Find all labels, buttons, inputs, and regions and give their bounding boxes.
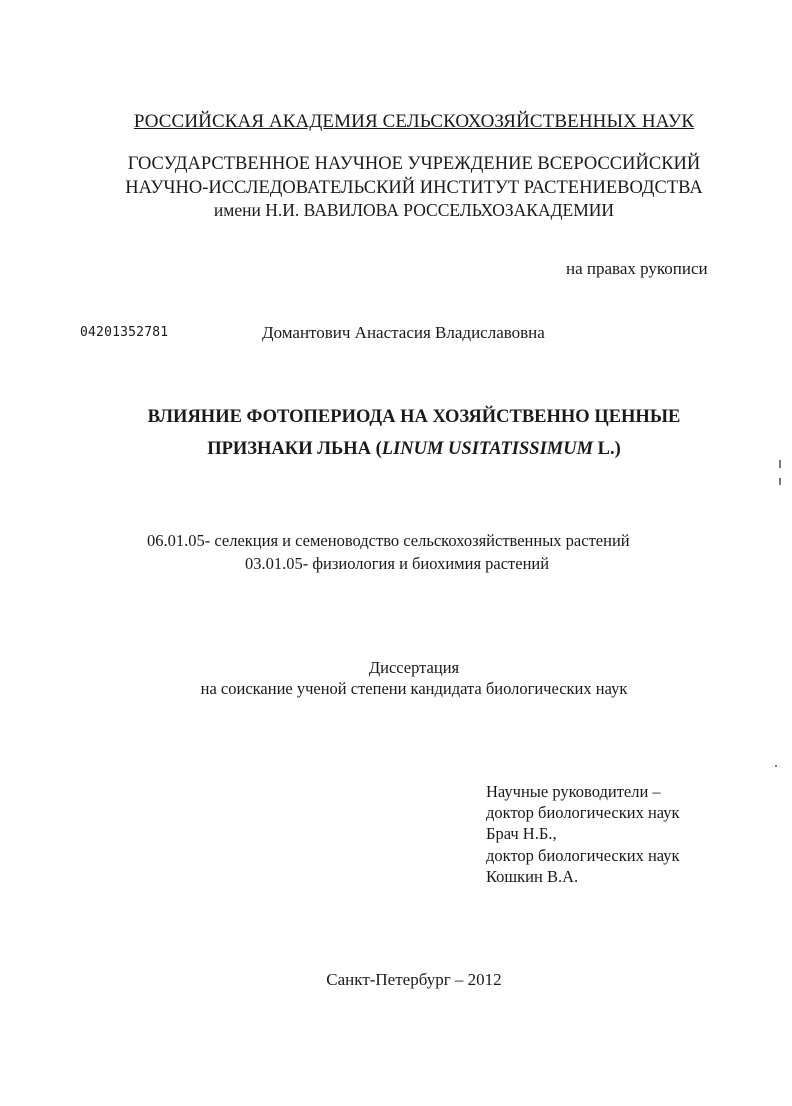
specialty-2: 03.01.05- физиология и биохимия растений — [245, 554, 550, 573]
manuscript-rights-note: на правах рукописи — [566, 259, 708, 278]
academy-name: РОССИЙСКАЯ АКАДЕМИЯ СЕЛЬСКОХОЗЯЙСТВЕННЫХ НАУК — [133, 111, 695, 132]
degree-line: на соискание ученой степени кандидата биологических наук — [200, 679, 628, 698]
supervisor-name-2: Кошкин В.А. — [486, 867, 579, 886]
author-name: Домантович Анастасия Владиславовна — [262, 323, 545, 342]
supervisor-name-1: Брач Н.Б., — [486, 824, 557, 843]
title-line-2-suffix: L.) — [593, 439, 621, 459]
specialty-1: 06.01.05- селекция и семеноводство сельскохозяйственных растений — [147, 531, 630, 550]
title-line-2-prefix: ПРИЗНАКИ ЛЬНА ( — [207, 439, 382, 459]
title-line-2 — [0, 433, 792, 465]
institution-line-2: НАУЧНО-ИССЛЕДОВАТЕЛЬСКИЙ ИНСТИТУТ РАСТЕНИЕВОДСТВА — [125, 178, 703, 198]
supervisor-degree-2: доктор биологических наук — [486, 846, 680, 865]
record-code: 04201352781 — [80, 325, 169, 340]
title-latin-name: LINUM USITATISSIMUM — [381, 439, 594, 459]
city-year: Санкт-Петербург – 2012 — [326, 970, 502, 989]
scan-artifact — [779, 478, 781, 485]
dissertation-label: Диссертация — [368, 658, 460, 677]
supervisor-degree-1: доктор биологических наук — [486, 803, 680, 822]
supervisors-heading: Научные руководители – — [486, 782, 661, 801]
title-line-1: ВЛИЯНИЕ ФОТОПЕРИОДА НА ХОЗЯЙСТВЕННО ЦЕННЫЕ — [147, 407, 681, 427]
institution-line-3: имени Н.И. ВАВИЛОВА РОССЕЛЬХОЗАКАДЕМИИ — [213, 200, 615, 220]
scan-artifact — [775, 765, 777, 767]
scan-artifact — [779, 460, 781, 468]
institution-line-1: ГОСУДАРСТВЕННОЕ НАУЧНОЕ УЧРЕЖДЕНИЕ ВСЕРОССИЙСКИЙ — [127, 154, 701, 174]
